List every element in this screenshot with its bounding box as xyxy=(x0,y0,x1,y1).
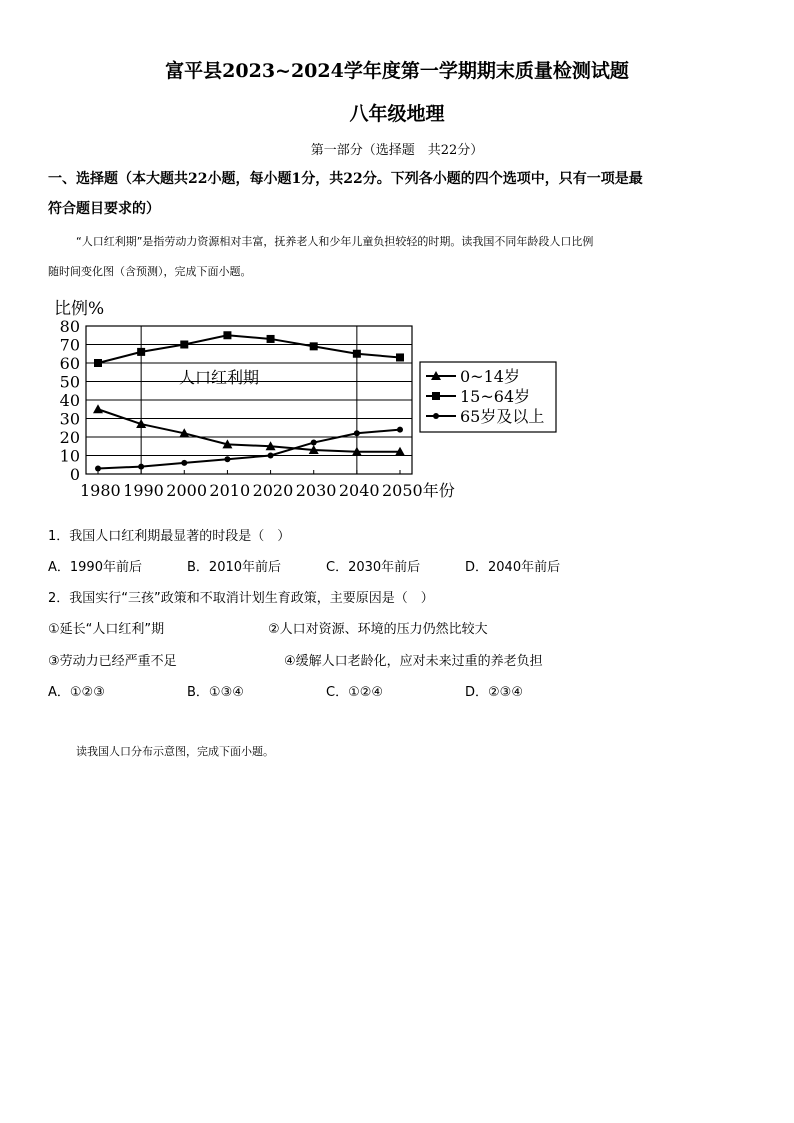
question-1-stem: 1．我国人口红利期最显著的时段是（ ） xyxy=(48,529,291,544)
x-tick-label: 2030 xyxy=(295,481,337,500)
question-2-statement-2: ②人口对资源、环境的压力仍然比较大 xyxy=(268,622,488,637)
data-point-circle xyxy=(354,430,360,436)
question-2-option-a[interactable]: A．①②③ xyxy=(48,685,105,700)
data-point-square xyxy=(94,359,102,367)
chart-ylabel: 比例% xyxy=(54,299,105,319)
series-line xyxy=(98,409,400,452)
y-tick-label: 40 xyxy=(59,391,80,410)
series-line xyxy=(98,430,400,469)
x-tick-label: 1980 xyxy=(80,481,121,500)
question-1-option-a[interactable]: A．1990年前后 xyxy=(48,560,142,575)
x-tick-label: 2040 xyxy=(338,481,380,500)
y-tick-label: 80 xyxy=(59,317,80,336)
x-tick-label: 2010 xyxy=(209,481,251,500)
question-2-option-d[interactable]: D．②③④ xyxy=(465,685,523,700)
question-2-stem: 2．我国实行“三孩”政策和不取消计划生育政策，主要原因是（ ） xyxy=(48,591,434,606)
y-tick-label: 20 xyxy=(59,428,80,447)
y-tick-label: 50 xyxy=(59,372,80,392)
x-tick-label: 2020 xyxy=(252,481,294,500)
x-tick-label: 2000 xyxy=(166,481,208,500)
data-point-circle xyxy=(311,440,317,446)
data-point-circle xyxy=(397,427,403,433)
y-tick-label: 10 xyxy=(59,446,80,466)
question-2-option-b[interactable]: B．①③④ xyxy=(187,685,244,700)
y-tick-label: 0 xyxy=(69,465,80,484)
question-1-option-c[interactable]: C．2030年前后 xyxy=(326,560,421,575)
legend-label: 15~64岁 xyxy=(460,387,531,406)
y-tick-label: 30 xyxy=(59,409,80,429)
data-point-circle xyxy=(268,453,274,459)
y-tick-label: 60 xyxy=(59,354,80,373)
x-tick-label: 2050年份 xyxy=(382,481,455,500)
question-2-option-c[interactable]: C．①②④ xyxy=(326,685,384,700)
question-1-option-b[interactable]: B．2010年前后 xyxy=(187,560,282,575)
legend-label: 65岁及以上 xyxy=(460,407,545,426)
data-point-circle xyxy=(224,456,230,462)
data-point-square xyxy=(223,331,231,339)
question-2-statement-4: ④缓解人口老龄化，应对未来过重的养老负担 xyxy=(284,654,543,669)
section-heading-line1: 一、选择题（本大题共22小题，每小题1分，共22分。下列各小题的四个选项中，只有一项是最 xyxy=(48,171,643,187)
data-point-square xyxy=(137,348,145,356)
data-point-triangle xyxy=(93,404,103,413)
x-tick-label: 1990 xyxy=(123,481,164,500)
data-point-circle xyxy=(95,465,101,471)
data-point-circle xyxy=(181,460,187,466)
chart-annotation: 人口红利期 xyxy=(179,368,260,387)
exam-title: 富平县2023~2024学年度第一学期期末质量检测试题 xyxy=(165,60,629,82)
section-heading-line2: 符合题目要求的） xyxy=(48,201,160,217)
population-ratio-chart xyxy=(44,296,564,508)
data-point-square xyxy=(353,350,361,358)
data-point-circle xyxy=(138,464,144,470)
legend-marker-square xyxy=(432,392,440,400)
data-point-square xyxy=(310,342,318,350)
intro-text-line1: “人口红利期”是指劳动力资源相对丰富，抚养老人和少年儿童负担较轻的时期。读我国不同年龄段人口比例 xyxy=(76,235,594,248)
data-point-square xyxy=(180,341,188,349)
exam-subtitle: 八年级地理 xyxy=(349,103,445,125)
intro-text-line2: 随时间变化图（含预测），完成下面小题。 xyxy=(48,265,252,278)
data-point-square xyxy=(267,335,275,343)
question-1-option-d[interactable]: D．2040年前后 xyxy=(465,560,561,575)
y-tick-label: 70 xyxy=(59,335,80,355)
legend-marker-circle xyxy=(433,413,439,419)
question-2-statement-3: ③劳动力已经严重不足 xyxy=(48,654,177,669)
part-heading: 第一部分（选择题 共22分） xyxy=(310,143,484,158)
question-2-statement-1: ①延长“人口红利”期 xyxy=(48,622,165,637)
data-point-square xyxy=(396,353,404,361)
next-intro-text: 读我国人口分布示意图，完成下面小题。 xyxy=(76,745,274,758)
legend-label: 0~14岁 xyxy=(460,367,520,386)
